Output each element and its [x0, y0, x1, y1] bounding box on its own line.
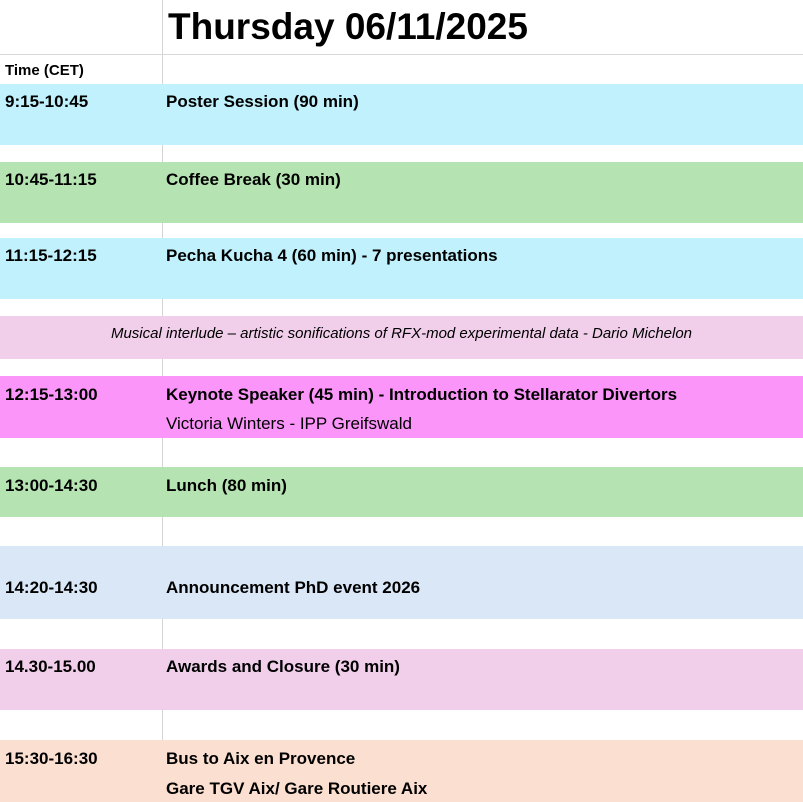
row-gap — [0, 145, 803, 162]
row-time: 13:00-14:30 — [5, 476, 98, 495]
row-gap — [0, 619, 803, 649]
schedule-row-announcement[interactable] — [0, 546, 803, 619]
schedule-row-keynote[interactable] — [0, 376, 803, 438]
column-divider — [162, 359, 163, 376]
row-title: Bus to Aix en Provence — [166, 749, 356, 768]
row-time: 11:15-12:15 — [5, 246, 97, 265]
row-time: 10:45-11:15 — [5, 170, 97, 189]
row-gap — [0, 438, 803, 467]
column-divider — [162, 145, 163, 162]
column-divider — [162, 710, 163, 740]
schedule-row-interlude[interactable] — [0, 316, 803, 359]
row-time: 9:15-10:45 — [5, 92, 89, 111]
row-time: 14.30-15.00 — [5, 657, 96, 676]
row-title: Pecha Kucha 4 (60 min) - 7 presentations — [166, 246, 498, 265]
row-subtitle: Gare TGV Aix/ Gare Routiere Aix — [166, 779, 428, 798]
row-gap — [0, 299, 803, 316]
row-title: Awards and Closure (30 min) — [166, 657, 400, 676]
column-divider — [162, 0, 163, 84]
schedule-row-lunch[interactable] — [0, 467, 803, 517]
column-divider — [162, 299, 163, 316]
row-gap — [0, 359, 803, 376]
schedule-row-bus[interactable] — [0, 740, 803, 802]
column-divider — [162, 619, 163, 649]
time-column-label: Time (CET) — [5, 62, 84, 79]
row-gap — [0, 517, 803, 546]
row-time: 12:15-13:00 — [5, 385, 98, 404]
schedule-row-coffee[interactable] — [0, 162, 803, 223]
column-divider — [162, 438, 163, 467]
interlude-text: Musical interlude – artistic sonifications of RFX-mod experimental data - Dario Michelon — [110, 325, 693, 342]
schedule-row-awards[interactable] — [0, 649, 803, 710]
row-title: Poster Session (90 min) — [166, 92, 359, 111]
row-time: 14:20-14:30 — [5, 578, 98, 597]
column-divider — [162, 223, 163, 238]
row-subtitle: Victoria Winters - IPP Greifswald — [166, 414, 412, 433]
row-gap — [0, 223, 803, 238]
row-gap — [0, 710, 803, 740]
schedule-row-poster[interactable] — [0, 84, 803, 145]
grid-line — [0, 54, 803, 55]
row-title: Coffee Break (30 min) — [166, 170, 341, 189]
row-title: Announcement PhD event 2026 — [166, 578, 421, 597]
schedule-row-pecha-kucha[interactable] — [0, 238, 803, 299]
row-title: Keynote Speaker (45 min) - Introduction to Stellarator Divertors — [166, 385, 678, 404]
row-time: 15:30-16:30 — [5, 749, 98, 768]
column-divider — [162, 517, 163, 546]
row-title: Lunch (80 min) — [166, 476, 287, 495]
page-title: Thursday 06/11/2025 — [168, 6, 528, 47]
